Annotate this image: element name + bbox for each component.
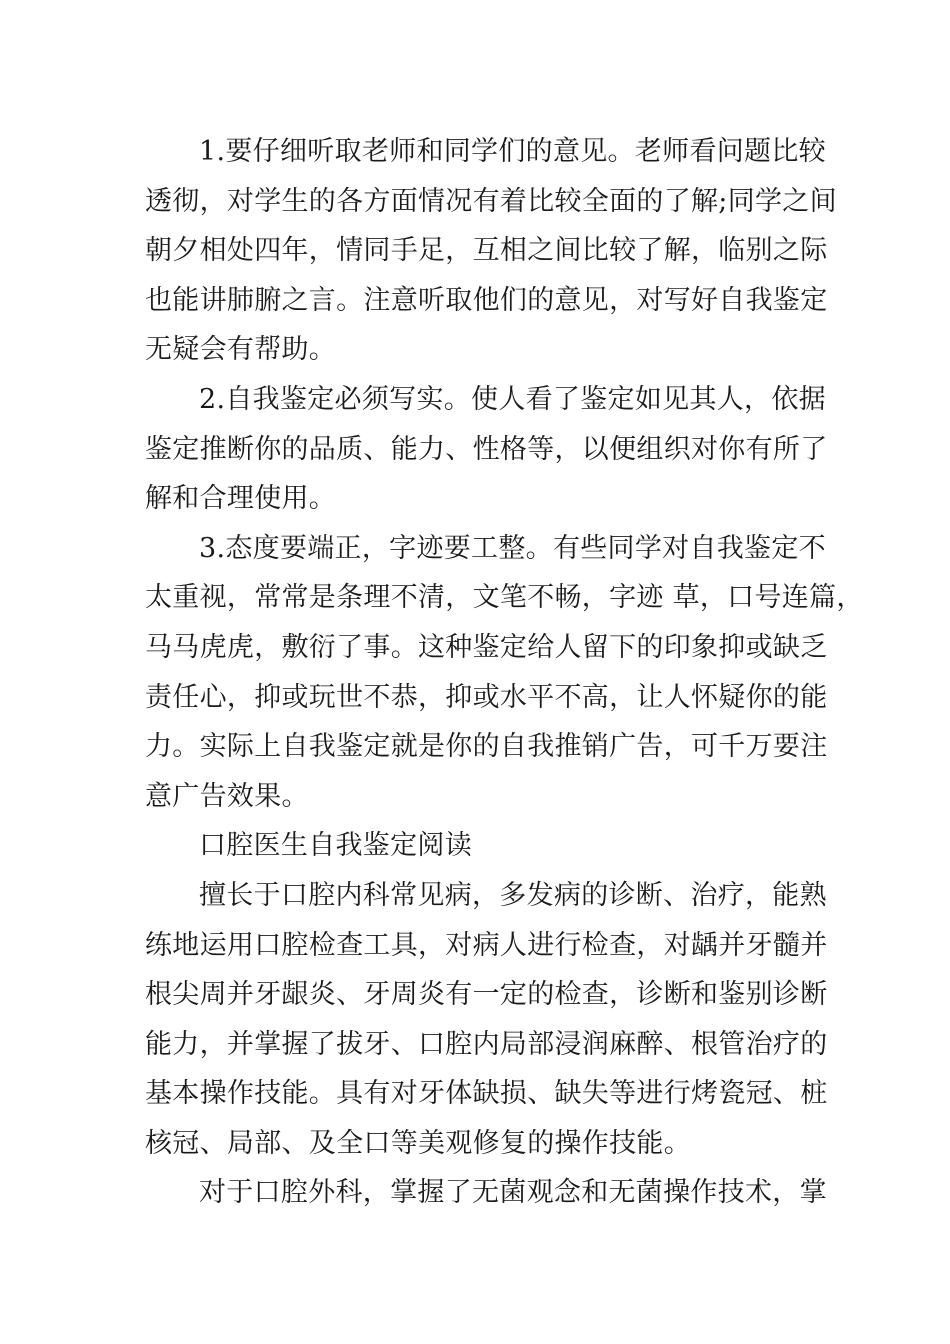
text-line: 3.态度要端正，字迹要工整。有些同学对自我鉴定不 (199, 532, 826, 564)
text-line: 解和合理使用。 (145, 483, 337, 515)
text-line: 意广告效果。 (145, 780, 309, 812)
text-line: 马马虎虎，敷衍了事。这种鉴定给人留下的印象抑或缺乏 (145, 631, 828, 663)
text-line: 能力，并掌握了拔牙、口腔内局部浸润麻醉、根管治疗的 (145, 1028, 828, 1060)
text-line: 太重视，常常是条理不清，文笔不畅，字迹 草，口号连篇， (145, 582, 864, 614)
text-line: 练地运用口腔检查工具，对病人进行检查，对龋并牙髓并 (145, 929, 828, 961)
section-heading: 口腔医生自我鉴定阅读 (199, 830, 472, 862)
text-line: 核冠、局部、及全口等美观修复的操作技能。 (145, 1127, 691, 1159)
text-line: 1.要仔细听取老师和同学们的意见。老师看问题比较 (199, 136, 826, 167)
text-line: 擅长于口腔内科常见病，多发病的诊断、治疗，能熟 (199, 879, 827, 911)
text-line: 无疑会有帮助。 (145, 334, 337, 366)
document-body (145, 127, 864, 1218)
text-line: 责任心，抑或玩世不恭，抑或水平不高，让人怀疑你的能 (145, 681, 828, 713)
text-line: 透彻，对学生的各方面情况有着比较全面的了解;同学之间 (145, 185, 837, 217)
text-line: 鉴定推断你的品质、能力、性格等，以便组织对你有所了 (145, 433, 828, 465)
text-line: 2.自我鉴定必须写实。使人看了鉴定如见其人，依据 (199, 383, 826, 415)
text-line: 力。实际上自我鉴定就是你的自我推销广告，可千万要注 (145, 731, 828, 763)
text-line: 基本操作技能。具有对牙体缺损、缺失等进行烤瓷冠、桩 (145, 1078, 828, 1110)
text-line: 对于口腔外科，掌握了无菌观念和无菌操作技术，掌 (199, 1177, 827, 1209)
text-line: 也能讲肺腑之言。注意听取他们的意见，对写好自我鉴定 (145, 284, 828, 316)
text-line: 根尖周并牙龈炎、牙周炎有一定的检查，诊断和鉴别诊断 (145, 979, 828, 1011)
text-line: 朝夕相处四年，情同手足，互相之间比较了解，临别之际 (145, 235, 828, 267)
